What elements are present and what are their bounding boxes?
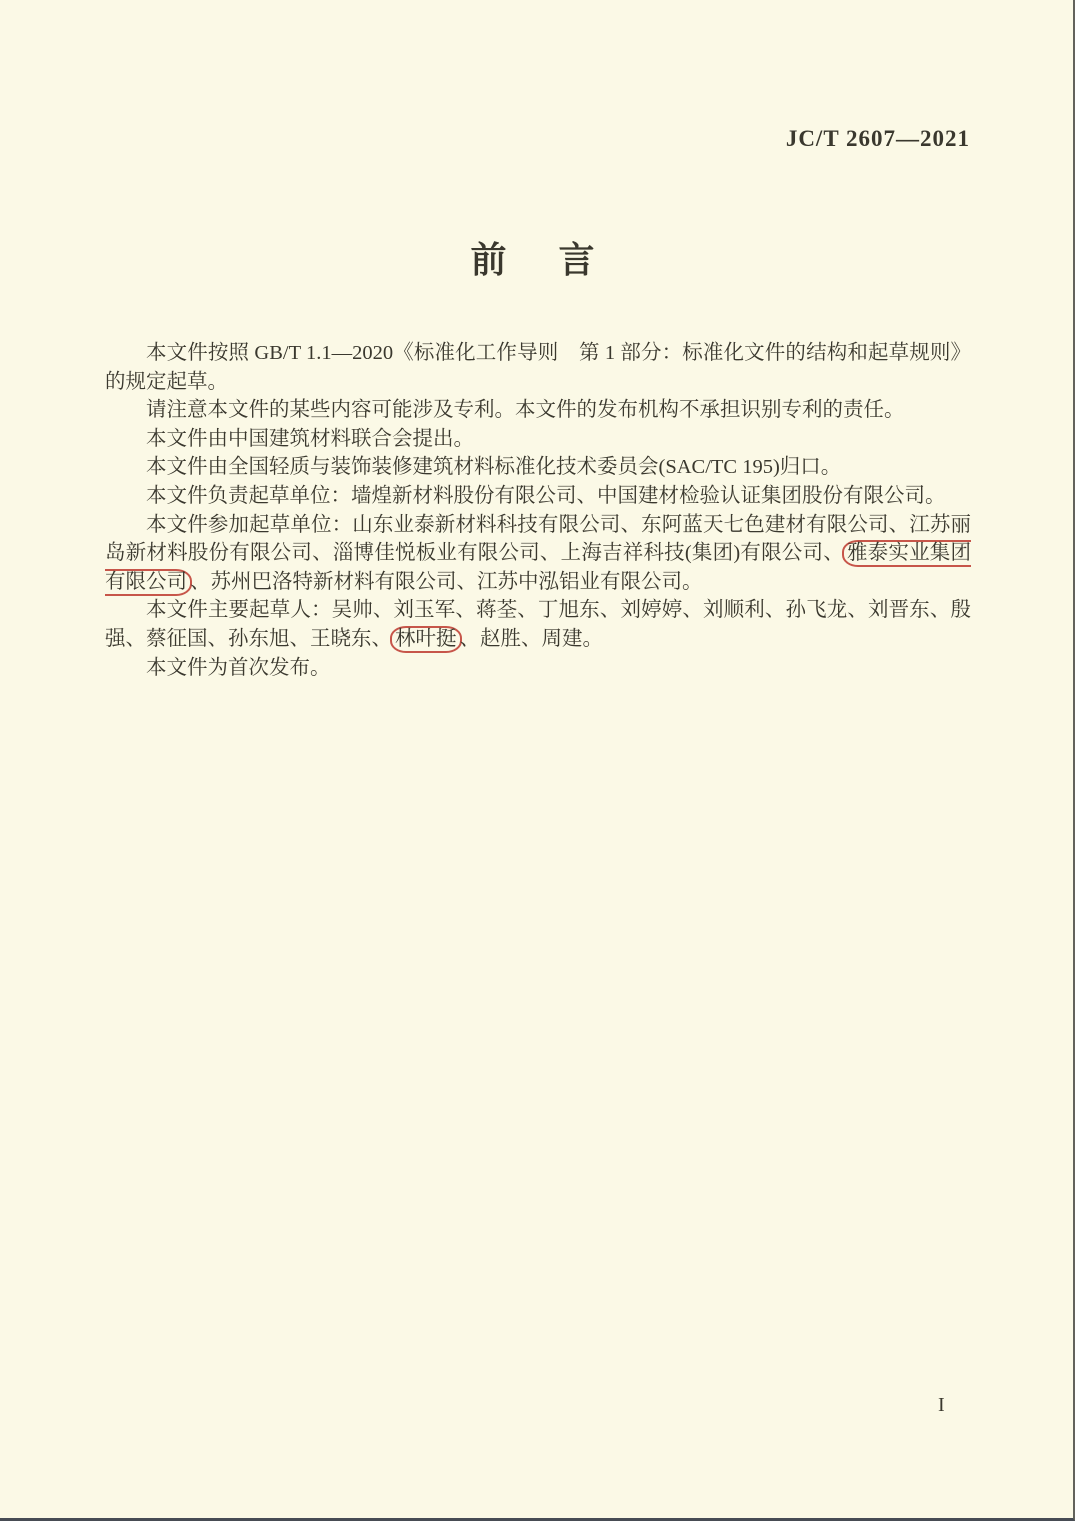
text-segment: 请注意本文件的某些内容可能涉及专利。本文件的发布机构不承担识别专利的责任。 bbox=[146, 399, 905, 422]
paragraph bbox=[105, 396, 971, 425]
text-segment: 本文件为首次发布。 bbox=[146, 656, 331, 679]
red-circle-annotation: 林叶挺 bbox=[390, 626, 462, 653]
paragraph bbox=[105, 425, 971, 454]
text-segment: 、苏州巴洛特新材料有限公司、江苏中泓铝业有限公司。 bbox=[190, 570, 703, 593]
text-segment: 本文件负责起草单位：墙煌新材料股份有限公司、中国建材检验认证集团股份有限公司。 bbox=[146, 484, 946, 507]
text-segment: 本文件由中国建筑材料联合会提出。 bbox=[146, 427, 474, 450]
foreword-title: 前 言 bbox=[470, 240, 603, 280]
text-segment: 本文件主要起草人：吴帅、刘玉军、蒋荃、丁旭东、刘婷婷、刘顺利、孙飞龙、刘晋东、殷强、蔡征国、孙东旭、王晓东、 bbox=[105, 599, 971, 650]
standard-code: JC/T 2607—2021 bbox=[785, 126, 970, 151]
paragraph bbox=[105, 339, 971, 396]
foreword-body bbox=[105, 339, 971, 682]
paragraph bbox=[105, 654, 971, 683]
paragraph bbox=[105, 511, 971, 597]
text-segment: 本文件按照 GB/T 1.1—2020《标准化工作导则 第 1 部分：标准化文件的结构和起草规则》的规定起草。 bbox=[105, 342, 971, 393]
paragraph bbox=[105, 596, 971, 653]
text-segment: 本文件由全国轻质与装饰装修建筑材料标准化技术委员会(SAC/TC 195)归口。 bbox=[146, 456, 842, 479]
text-segment: 、赵胜、周建。 bbox=[459, 627, 603, 650]
text-segment: 本文件参加起草单位：山东业泰新材料科技有限公司、东阿蓝天七色建材有限公司、江苏丽岛新材料股份有限公司、淄博佳悦板业有限公司、上海吉祥科技(集团)有限公司、 bbox=[105, 513, 971, 565]
page-number: I bbox=[938, 1394, 945, 1416]
paragraph bbox=[105, 453, 971, 482]
red-circle-annotation: 雅泰实业集团有限公司 bbox=[105, 540, 971, 596]
paragraph bbox=[105, 482, 971, 511]
